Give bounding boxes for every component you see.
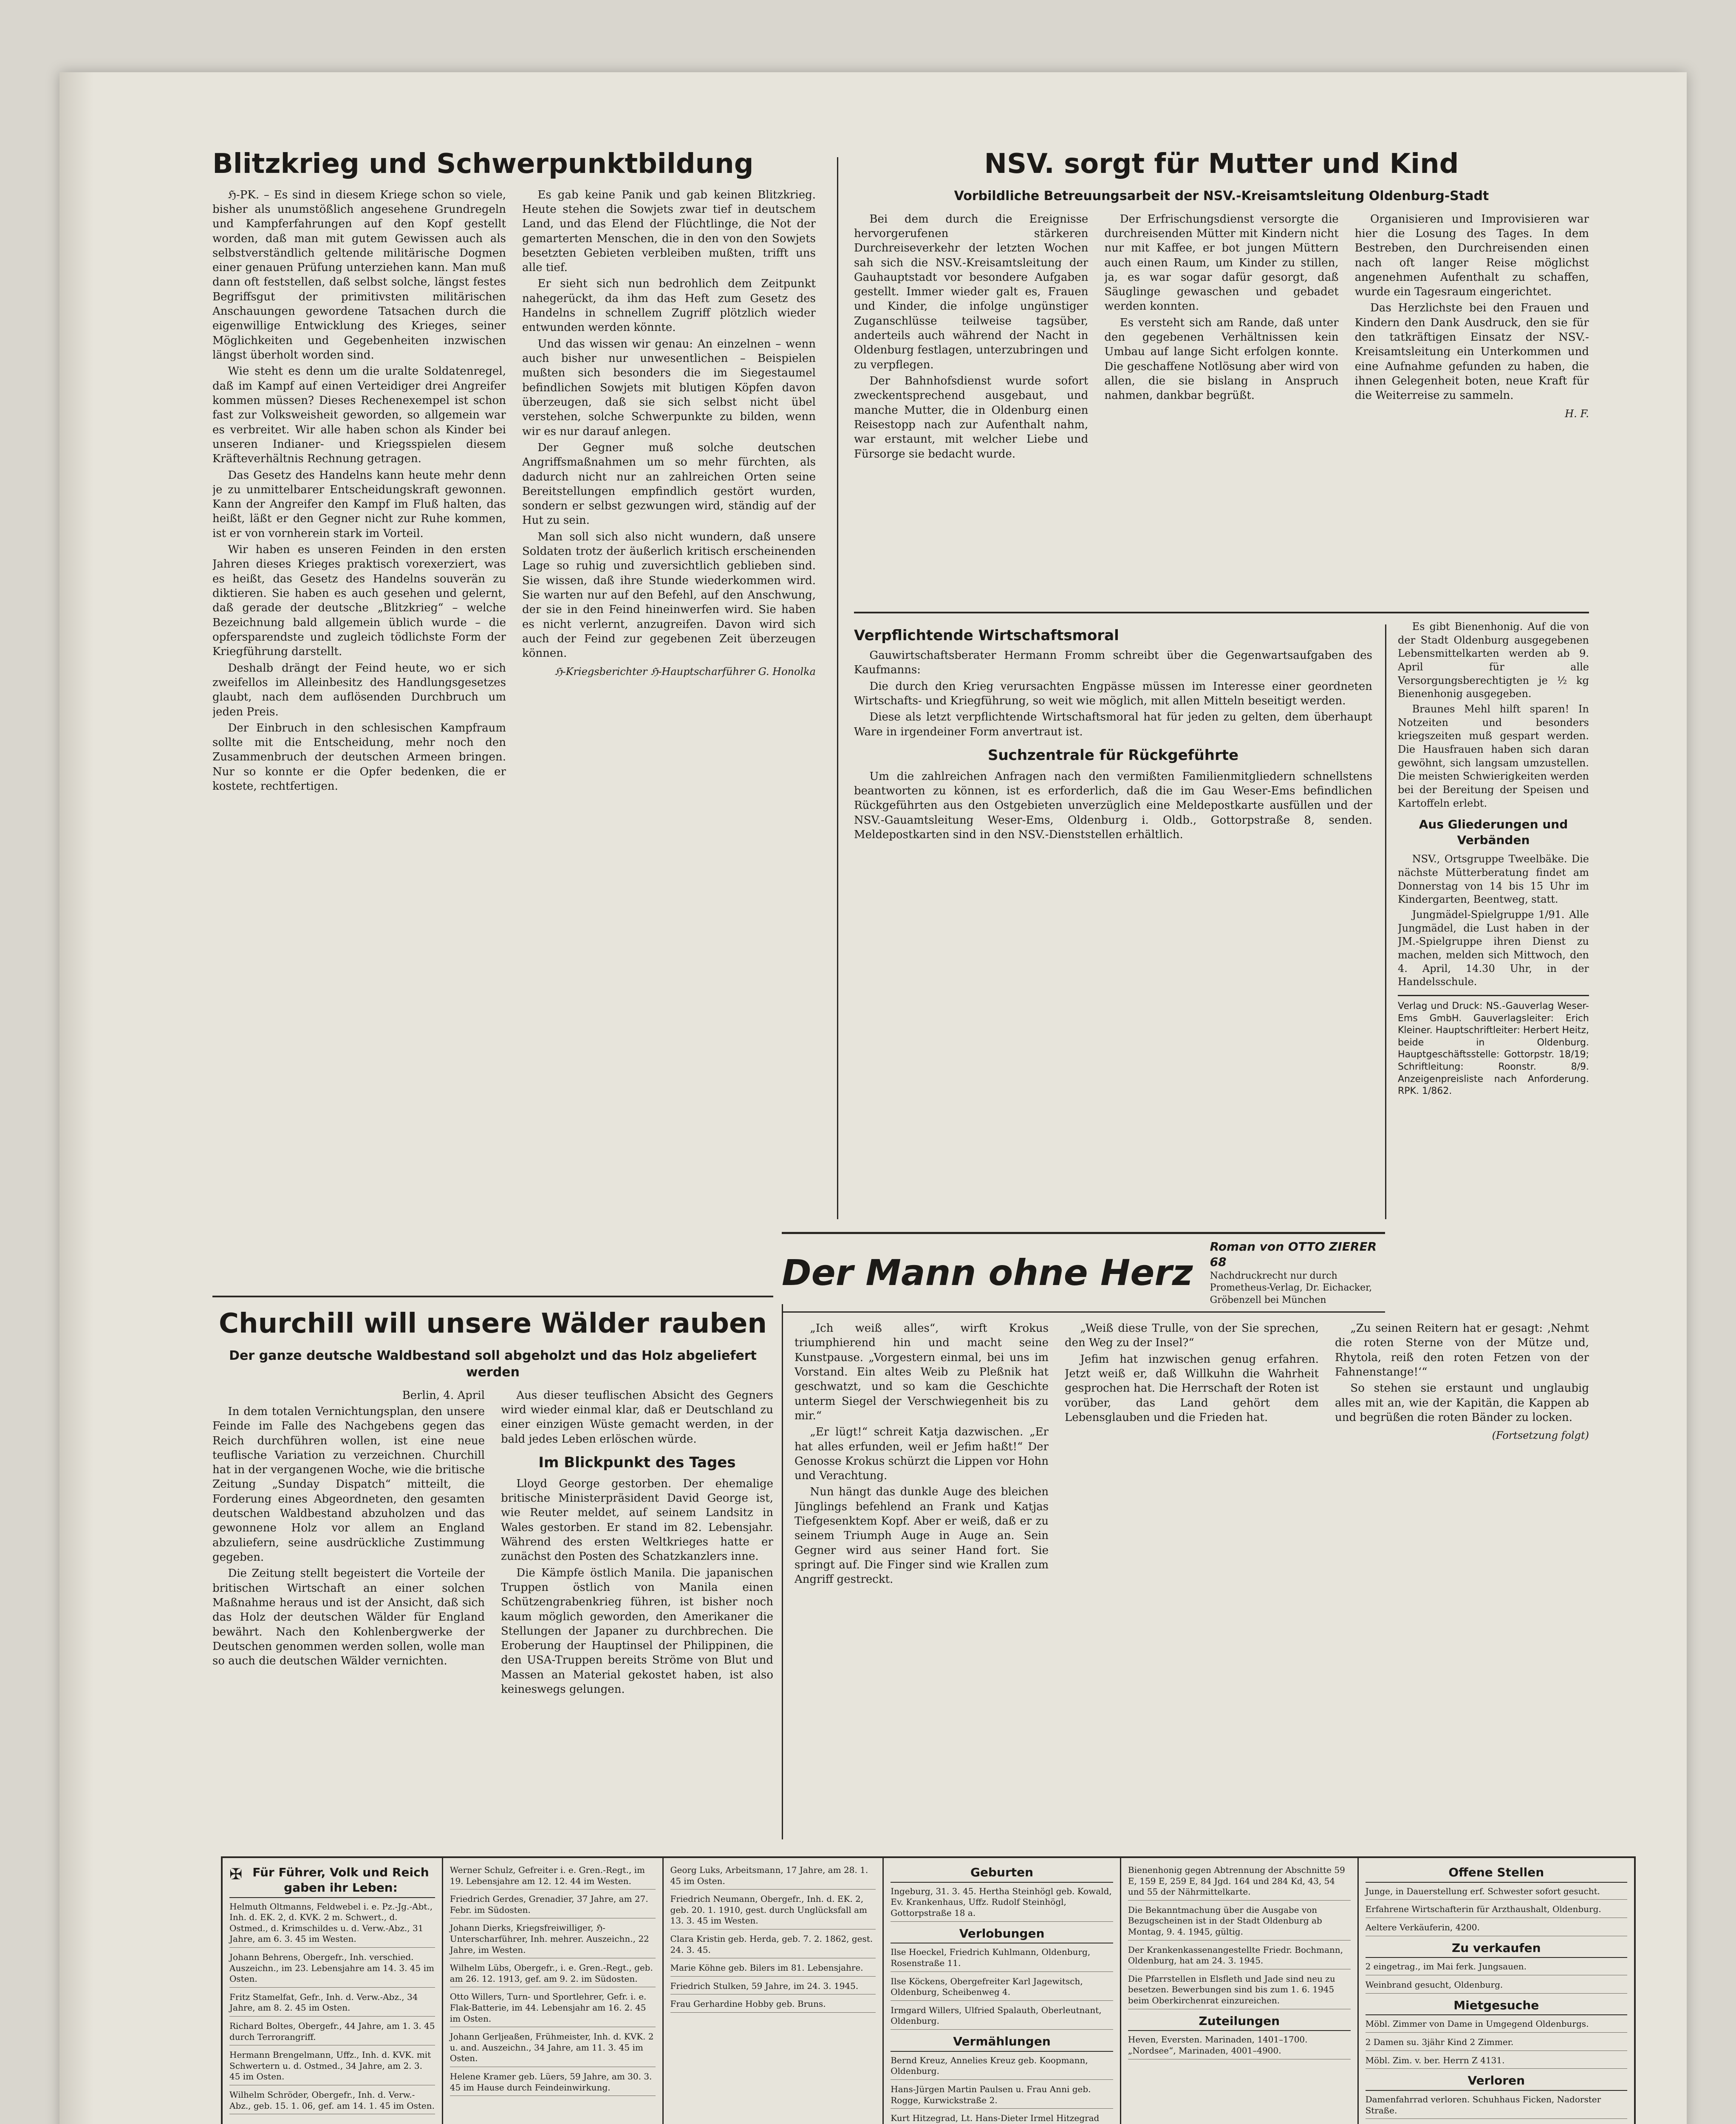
article-paragraph: Der Gegner muß solche deutschen Angriffsmaßnahmen um so mehr fürchten, als dadurch nicht nur an zahlreichen Orten seine Bereitstellungen empfindlich gestört wurden, sondern er selbst gezwungen wird, ständig auf der Hut zu sein. bbox=[522, 441, 816, 527]
novel-paragraph: „Er lügt!“ schreit Katja dazwischen. „Er hat alles erfunden, weil er Jefim haßt!“ Der Genosse Krokus schürzt die Lippen vor Hohn und Verachtung. bbox=[794, 1426, 1049, 1483]
ad-notice: Irmgard Willers, Ulfried Spalauth, Oberleutnant, Oldenburg. bbox=[891, 2005, 1113, 2030]
article-column bbox=[212, 1388, 485, 1699]
ad-notice: Der Krankenkassenangestellte Friedr. Bochmann, Oldenburg, hat am 24. 3. 1945. bbox=[1128, 1945, 1351, 1969]
ad-notice: Bernd Kreuz, Annelies Kreuz geb. Koopmann, Oldenburg. bbox=[891, 2055, 1113, 2080]
article-column bbox=[1398, 620, 1589, 1098]
article-title: Verpflichtende Wirtschaftsmoral bbox=[854, 627, 1119, 644]
ad-notice: Aeltere Verkäuferin, 4200. bbox=[1366, 1922, 1627, 1936]
ad-notice: Frau Gerhardine Hobby geb. Bruns. bbox=[670, 1999, 876, 2013]
ad-notice: Wilhelm Schröder, Obergefr., Inh. d. Verw.-Abz., geb. 15. 1. 06, gef. am 14. 1. 45 im Osten. bbox=[229, 2090, 435, 2114]
article-columns bbox=[212, 1388, 773, 1699]
article-signature: ℌ-Kriegsberichter ℌ-Hauptscharführer G. Honolka bbox=[554, 665, 816, 678]
ad-notice: Johann Behrens, Obergefr., Inh. verschied. Auszeichn., im 23. Lebensjahre am 14. 3. 45 im Osten. bbox=[229, 1952, 435, 1988]
article-paragraph: Er sieht sich nun bedrohlich dem Zeitpunkt nahegerückt, da ihm das Heft zum Gesetz des Handelns in schnellem Zugriff plötzlich wieder entwunden werden könnte. bbox=[522, 277, 816, 334]
ad-notice: Erfahrene Wirtschafterin für Arzthaushalt, Oldenburg. bbox=[1366, 1904, 1627, 1918]
serial-novel-column bbox=[1065, 1321, 1319, 1589]
article-paragraph: Deshalb drängt der Feind heute, wo er sich zweifellos im Alleinbesitz des Handlungsgesetzes glaubt, nach dem auflösenden Durchbruch um jeden Preis. bbox=[212, 661, 506, 718]
novel-paragraph: „Weiß diese Trulle, von der Sie sprechen, den Weg zu der Insel?“ bbox=[1065, 1322, 1319, 1350]
article-paragraph: Braunes Mehl hilft sparen! In Notzeiten und besonders kriegszeiten muß gespart werden. Die Hausfrauen haben sich daran gewöhnt, sich langsam umzustellen. Die meisten Schwierigkeiten werden bei der Bereitung der Speisen und Kartoffeln erlebt. bbox=[1398, 703, 1589, 809]
ads-fallen-col2 bbox=[443, 1858, 664, 2124]
ad-notice: Otto Willers, Turn- und Sportlehrer, Gefr. i. e. Flak-Batterie, im 44. Lebensjahr am 16. 2. 45 im Osten. bbox=[450, 1991, 656, 2027]
article-title: NSV. sorgt für Mutter und Kind bbox=[984, 149, 1459, 180]
ad-section-heading: Mietgesuche bbox=[1366, 1998, 1627, 2016]
article-paragraph: Die Zeitung stellt begeistert die Vorteile der britischen Wirtschaft an einer solchen Maßnahme heraus und ist der Ansicht, daß sich das Holz der deutschen Wälder für England bewährt. Nach den Kohlenbergwerke der Deutschen genommen werden sollen, wolle man so auch die deutschen Wälder vernichten. bbox=[212, 1567, 485, 1668]
article-paragraph: NSV., Ortsgruppe Tweelbäke. Die nächste Mütterberatung findet am Donnerstag von 14 bis 15 Uhr im Kindergarten, Beentweg, statt. bbox=[1398, 853, 1589, 906]
ad-section-heading: Zu verkaufen bbox=[1366, 1940, 1627, 1958]
article-paragraph: Das Herzlichste bei den Frauen und Kindern den Dank Ausdruck, den sie für den tatkräftigen Einsatz der NSV.-Kreisamtsleitung ein Unterkommen und eine Aufnahme gefunden zu haben, die ihnen Gelegenheit boten, neue Kraft für die Weiterreise zu sammeln. bbox=[1354, 302, 1589, 402]
column-divider bbox=[837, 157, 838, 1219]
article-subtitle: Vorbildliche Betreuungsarbeit der NSV.-Kreisamtsleitung Oldenburg-Stadt bbox=[954, 188, 1489, 203]
article-title: Aus Gliederungen und Verbänden bbox=[1419, 817, 1568, 847]
serial-novel-columns bbox=[794, 1321, 1589, 1589]
ad-notice: Johann Dierks, Kriegsfreiwilliger, ℌ-Unterscharführer, Inh. mehrer. Auszeichn., 22 Jahre, im Westen. bbox=[450, 1923, 656, 1958]
article-wirtschaftsmoral bbox=[854, 620, 1372, 1223]
column-divider bbox=[1385, 624, 1386, 1219]
ad-notice: Weinbrand gesucht, Oldenburg. bbox=[1366, 1980, 1627, 1994]
article-paragraph: Wie steht es denn um die uralte Soldatenregel, daß im Kampf auf einen Verteidiger drei Angreifer kommen müssen? Dieses Rechenexempel ist schon fast zur Volksweisheit geworden, so allgemein war es verbreitet. Wir alle haben schon als Kinder bei unseren Indianer- und Kriegsspielen diesem Kräfteverhältnis Rechnung getragen. bbox=[212, 365, 506, 466]
article-churchill bbox=[212, 1308, 773, 1839]
novel-paragraph: Jefim hat inzwischen genug erfahren. Jetzt weiß er, daß Willkuhn die Wahrheit gesprochen hat. Die Herrschaft der Roten ist vorüber, das Land gehört dem Lebensglauben und die Frieden hat. bbox=[1065, 1353, 1319, 1424]
iron-cross-icon: ✠ bbox=[229, 1866, 243, 1883]
article-paragraph: Jungmädel-Spielgruppe 1/91. Alle Jungmädel, die Lust haben in der JM.-Spielgruppe ihren Dienst zu machen, melden sich Mittwoch, den 4. April, 14.30 Uhr, in der Handelsschule. bbox=[1398, 909, 1589, 988]
continued-note: (Fortsetzung folgt) bbox=[1492, 1429, 1589, 1442]
article-title: Suchzentrale für Rückgeführte bbox=[987, 746, 1239, 764]
ad-notice: Junge, in Dauerstellung erf. Schwester sofort gesucht. bbox=[1366, 1886, 1627, 1900]
article-column bbox=[1104, 212, 1338, 463]
article-column bbox=[501, 1388, 773, 1699]
ad-notice: Friedrich Neumann, Obergefr., Inh. d. EK. 2, geb. 20. 1. 1910, gest. durch Unglücksfall am 13. 3. 45 im Westen. bbox=[670, 1894, 876, 1929]
ad-notice: Ilse Köckens, Obergefreiter Karl Jagewitsch, Oldenburg, Scheibenweg 4. bbox=[891, 1976, 1113, 2001]
article-title: Im Blickpunkt des Tages bbox=[538, 1454, 736, 1471]
article-paragraph: Man soll sich also nicht wundern, daß unsere Soldaten trotz der äußerlich kritisch erscheinenden Lage so ruhig und zuversichtlich geblieben sind. Sie wissen, daß ihre Stunde wiederkommen wird. Sie warten nur auf den Befehl, auf den Anschwung, der sie in den Feind hineinwerfen wird. Sie haben es nicht verlernt, anzugreifen. Davon wird sich auch der Feind zur gegebenen Zeit überzeugen können. bbox=[522, 530, 816, 660]
article-columns bbox=[854, 648, 1372, 844]
ad-notice: Richard Boltes, Obergefr., 44 Jahre, am 1. 3. 45 durch Terrorangriff. bbox=[229, 2021, 435, 2045]
ad-notice: Bienenhonig gegen Abtrennung der Abschnitte 59 E, 159 E, 259 E, 84 Jgd. 164 und 284 Kd, 43, 54 und 55 der Nährmittelkarte. bbox=[1128, 1865, 1351, 1901]
article-paragraph: Der Erfrischungsdienst versorgte die durchreisenden Mütter mit Kindern nicht nur mit Kaffee, er bot jungen Müttern auch einen Raum, um Kinder zu stillen, ja, es war sogar dafür gesorgt, daß Säuglinge gewaschen und gebadet werden konnten. bbox=[1104, 212, 1339, 313]
ad-section-heading: Offene Stellen bbox=[1366, 1865, 1627, 1883]
ad-notice: Clara Kristin geb. Herda, geb. 7. 2. 1862, gest. 24. 3. 45. bbox=[670, 1934, 876, 1958]
ad-section-heading: Vermählungen bbox=[891, 2034, 1113, 2052]
ad-section-heading: ✠ Für Führer, Volk und Reich gaben ihr Leben: bbox=[229, 1865, 435, 1898]
ad-notice: Fritz Stamelfat, Gefr., Inh. d. Verw.-Abz., 34 Jahre, am 8. 2. 45 im Osten. bbox=[229, 1992, 435, 2017]
article-title: Blitzkrieg und Schwerpunktbildung bbox=[212, 149, 754, 180]
article-paragraph: Um die zahlreichen Anfragen nach den vermißten Familienmitgliedern schnellstens beantworten zu können, ist es erforderlich, daß die im Gau Weser-Ems befindlichen Rückgeführten aus den Ostgebieten unverzüglich eine Meldepostkarte ausfüllen und der NSV.-Gauamtsleitung Weser-Ems, Oldenburg i. Oldb., Gottorpstraße 8, senden. Meldepostkarten sind in den NSV.-Dienststellen erhältlich. bbox=[854, 770, 1372, 841]
ad-notice: Werner Schulz, Gefreiter i. e. Gren.-Regt., im 19. Lebensjahre am 12. 12. 44 im Westen. bbox=[450, 1865, 656, 1890]
article-paragraph: Der Bahnhofsdienst wurde sofort zweckentsprechend ausgebaut, und manche Mutter, die in Oldenburg einen Reisestopp nach zur Aufenthalt nahm, war erstaunt, mit welcher Liebe und Fürsorge sie bedacht wurde. bbox=[854, 375, 1089, 460]
ad-notice: Helene Kramer geb. Lüers, 59 Jahre, am 30. 3. 45 im Hause durch Feindeinwirkung. bbox=[450, 2071, 656, 2096]
ad-section-heading: Verloren bbox=[1366, 2073, 1627, 2091]
imprint: Verlag und Druck: NS.-Gauverlag Weser-Ems GmbH. Gauverlagsleiter: Erich Kleiner. Hauptschriftleiter: Herbert Heitz, beide in Oldenburg. Hauptgeschäftsstelle: Gottorpstr. 18/19; Schriftleitung: Roonstr. 8/9. Anzeigenpreisliste nach Anforderung. RPK. 1/862. bbox=[1398, 995, 1589, 1098]
ads-official-col bbox=[1121, 1858, 1359, 2124]
article-columns bbox=[854, 212, 1589, 463]
ads-market-col bbox=[1359, 1858, 1634, 2124]
novel-paragraph: Nun hängt das dunkle Auge des bleichen Jünglings befehlend an Frank und Katjas Tiefgesenktem Kopf. Aber er weiß, daß er zu seinem Triumph Auge in Auge an. Sein Gegner wird aus seiner Hand fort. Sie springt auf. Die Finger sind wie Krallen zum Angriff gestreckt. bbox=[794, 1486, 1049, 1586]
ad-notice: Friedrich Gerdes, Grenadier, 37 Jahre, am 27. Febr. im Südosten. bbox=[450, 1894, 656, 1918]
ad-notice: Kurt Hitzegrad, Lt. Hans-Dieter Irmel Hitzegrad bbox=[891, 2113, 1113, 2124]
article-paragraph: Es gibt Bienenhonig. Auf die von der Stadt Oldenburg ausgegebenen Lebensmittelkarten werden ab 9. April für alle Versorgungsberechtigten je ½ kg Bienenhonig ausgegeben. bbox=[1398, 621, 1589, 700]
article-column-right bbox=[522, 188, 816, 796]
section-divider bbox=[212, 1296, 773, 1297]
serial-novel-column bbox=[1335, 1321, 1589, 1589]
column-divider bbox=[782, 1304, 783, 1839]
article-column bbox=[854, 648, 1372, 844]
serial-novel bbox=[794, 1321, 1589, 1844]
ad-section-heading: Geburten bbox=[891, 1865, 1113, 1883]
serial-novel-author: Roman von OTTO ZIERER 68 bbox=[1210, 1239, 1377, 1269]
page-fold-shadow bbox=[59, 72, 93, 2124]
section-divider bbox=[854, 612, 1589, 613]
article-local-news bbox=[1398, 620, 1589, 1223]
article-paragraph: In dem totalen Vernichtungsplan, den unsere Feinde im Falle des Nachgebens gegen das Reich durchführen wollen, ist eine neue teuflische Variation zu verzeichnen. Churchill hat in der vergangenen Woche, wie die britische Zeitung „Sunday Dispatch“ mitteilt, die Forderung eines Abgeordneten, den gesamten deutschen Waldbestand abzuholzen und das gewonnene Holz vor allem an England abzuliefern, seine ausdrückliche Zustimmung gegeben. bbox=[212, 1405, 485, 1564]
serial-novel-meta bbox=[1210, 1239, 1385, 1307]
ads-fallen-col1 bbox=[223, 1858, 443, 2124]
article-paragraph: Gauwirtschaftsberater Hermann Fromm schreibt über die Gegenwartsaufgaben des Kaufmanns: bbox=[854, 649, 1372, 677]
ad-notice: Möbl. Zimmer von Dame in Umgegend Oldenburgs. bbox=[1366, 2019, 1627, 2033]
ad-notice: Wilhelm Lübs, Obergefr., i. e. Gren.-Regt., geb. am 26. 12. 1913, gef. am 9. 2. im Südosten. bbox=[450, 1963, 656, 1987]
article-paragraph: ℌ-PK. – Es sind in diesem Kriege schon so viele, bisher als unumstößlich angesehene Grundregeln und Kampferfahrungen auf den Kopf gestellt worden, daß man mit gutem Gewissen auch als selbstverständlich geltende militärische Dogmen einer genauen Prüfung unterziehen kann. Man muß dann oft feststellen, daß selbst solche, längst festes Begriffsgut der primitivsten militärischen Anschauungen gewordene Tatsachen durch die eigenwillige Entwicklung des Krieges, seiner Möglichkeiten und Gegebenheiten inzwischen längst überholt worden sind. bbox=[212, 188, 506, 362]
novel-paragraph: So stehen sie erstaunt und unglaubig alles mit an, wie der Kapitän, die Kappen ab und begrüßen die roten Bänder zu locken. bbox=[1335, 1382, 1589, 1424]
article-paragraph: Das Gesetz des Handelns kann heute mehr denn je zu unmittelbarer Entscheidungskraft gewonnen. Kann der Angreifer den Kampf im Fluß halten, das heißt, läßt er den Gegner nicht zur Ruhe kommen, ist er von vornherein stark im Vorteil. bbox=[212, 469, 506, 540]
article-paragraph: Der Einbruch in den schlesischen Kampfraum sollte mit die Entscheidung, mehr noch den Zusammenbruch der deutschen Armeen bringen. Nur so konnte er die Opfer bedenken, die er kostete, rechtfertigen. bbox=[212, 721, 506, 793]
serial-novel-rights: Nachdruckrecht nur durch Prometheus-Verlag, Dr. Eichacker, Gröbenzell bei München bbox=[1210, 1270, 1372, 1305]
article-column bbox=[854, 212, 1088, 463]
novel-paragraph: „Ich weiß alles“, wirft Krokus triumphierend hin und macht seine Kunstpause. „Vorgestern einmal, bei uns im Vorstand. Ein altes Weib zu Pleßnik hat geschwatzt, und so kam die Geschichte unterm Siegel der Verschwiegenheit bis zu mir.“ bbox=[794, 1322, 1049, 1422]
article-signature: H. F. bbox=[1565, 407, 1589, 420]
article-paragraph: Aus dieser teuflischen Absicht des Gegners wird wieder einmal klar, daß er Deutschland zu einer einzigen Wüste gemacht werden, in der bald jedes Leben erlöschen würde. bbox=[501, 1389, 773, 1446]
article-nsv bbox=[854, 149, 1589, 616]
ad-notice: Damenfahrrad verloren. Schuhhaus Ficken, Nadorster Straße. bbox=[1366, 2094, 1627, 2119]
ad-notice: Marie Köhne geb. Bilers im 81. Lebensjahre. bbox=[670, 1963, 876, 1977]
ad-notice: Johann Gerljeaßen, Frühmeister, Inh. d. KVK. 2 u. and. Auszeichn., 34 Jahre, am 11. 3. 45 im Osten. bbox=[450, 2031, 656, 2067]
article-column bbox=[1355, 212, 1589, 463]
article-dateline: Berlin, 4. April bbox=[402, 1389, 485, 1402]
serial-novel-column bbox=[794, 1321, 1049, 1589]
ad-section-heading: Verlobungen bbox=[891, 1926, 1113, 1944]
ad-notice: Die Pfarrstellen in Elsfleth und Jade sind neu zu besetzen. Bewerbungen sind bis zum 1. 6. 1945 beim Oberkirchenrat einzureichen. bbox=[1128, 1974, 1351, 2009]
article-subtitle: Der ganze deutsche Waldbestand soll abgeholzt und das Holz abgeliefert werden bbox=[229, 1348, 757, 1380]
ad-notice: Möbl. Zim. v. ber. Herrn Z 4131. bbox=[1366, 2055, 1627, 2069]
ad-notice: Helmuth Oltmanns, Feldwebel i. e. Pz.-Jg.-Abt., Inh. d. EK. 2, d. KVK. 2 m. Schwert., d. Ostmed., d. Krimschildes u. d. Verw.-Abz., 31 Jahre, am 6. 3. 45 im Westen. bbox=[229, 1901, 435, 1948]
classified-ads bbox=[221, 1856, 1636, 2124]
serial-novel-title: Der Mann ohne Herz bbox=[782, 1252, 1193, 1294]
serial-novel-header bbox=[782, 1232, 1385, 1313]
article-paragraph: Und das wissen wir genau: An einzelnen – wenn auch bisher nur unwesentlichen – Beispielen mußten sich besonders die im Siegestaumel befindlichen Sowjets mit blutigen Köpfen davon überzeugen, daß sie sich selbst nicht übel verstehen, solche Schwerpunkte zu bilden, wenn wir es nur darauf anlegen. bbox=[522, 337, 816, 438]
ad-notice: Heven, Eversten. Marinaden, 1401–1700. „Nordsee“, Marinaden, 4001–4900. bbox=[1128, 2034, 1351, 2059]
article-paragraph: Wir haben es unseren Feinden in den ersten Jahren dieses Krieges praktisch vorexerziert, was es heißt, das Gesetz des Handelns souverän zu diktieren. Sie haben es auch gesehen und gelernt, daß gerade der deutsche „Blitzkrieg“ – welche Bezeichnung bald allgemein üblich wurde – die opfersparendste und zugleich tödlichste Form der Kriegführung darstellt. bbox=[212, 543, 506, 658]
article-paragraph: Die Kämpfe östlich Manila. Die japanischen Truppen östlich von Manila einen Schützengrabenkrieg führen, ist bisher noch kaum möglich geworden, den Amerikaner die Stellungen der Japaner zu durchbrechen. Die Eroberung der Hauptinsel der Philippinen, die den USA-Truppen bereits Ströme von Blut und Massen an Material gekostet haben, ist also keineswegs gelungen. bbox=[501, 1566, 773, 1696]
ads-family-col bbox=[884, 1858, 1121, 2124]
ad-notice: 2 eingetrag., im Mai ferk. Jungsauen. bbox=[1366, 1961, 1627, 1975]
ad-notice: Ingeburg, 31. 3. 45. Hertha Steinhögl geb. Kowald, Ev. Krankenhaus, Uffz. Rudolf Steinhögl, Gottorpstraße 18 a. bbox=[891, 1886, 1113, 1922]
ad-notice: Friedrich Stulken, 59 Jahre, im 24. 3. 1945. bbox=[670, 1981, 876, 1995]
article-paragraph: Es versteht sich am Rande, daß unter den gegebenen Verhältnissen kein Umbau auf lange Sicht erfolgen konnte. Die geschaffene Notlösung aber wird von allen, die sie bislang in Anspruch nahmen, dankbar begrüßt. bbox=[1104, 316, 1339, 402]
ad-notice: Die Bekanntmachung über die Ausgabe von Bezugscheinen ist in der Stadt Oldenburg ab Montag, 9. 4. 1945, gültig. bbox=[1128, 1905, 1351, 1940]
article-paragraph: Organisieren und Improvisieren war hier die Losung des Tages. In dem Bestreben, den Durchreisenden einen nach oft langer Reise möglichst angenehmen Aufenthalt zu schaffen, wurde ein Tagesraum eingerichtet. bbox=[1354, 212, 1589, 299]
article-paragraph: Bei dem durch die Ereignisse hervorgerufenen stärkeren Durchreiseverkehr der letzten Wochen sah sich die NSV.-Kreisamtsleitung der Gauhauptstadt vor besondere Aufgaben gestellt. Immer wieder galt es, Frauen und Kinder, die infolge ungünstiger Zuganschlüsse teilweise tagsüber, anderteils auch während der Nacht in Oldenburg festlagen, unterzubringen und zu verpflegen. bbox=[854, 212, 1089, 371]
ad-notice: Georg Luks, Arbeitsmann, 17 Jahre, am 28. 1. 45 im Osten. bbox=[670, 1865, 876, 1890]
article-title: Churchill will unsere Wälder rauben bbox=[219, 1308, 767, 1339]
newspaper-page bbox=[59, 72, 1687, 2124]
ad-notice: Hermann Brengelmann, Uffz., Inh. d. KVK. mit Schwertern u. d. Ostmed., 34 Jahre, am 2. 3. 45 im Osten. bbox=[229, 2050, 435, 2085]
article-paragraph: Lloyd George gestorben. Der ehemalige britische Ministerpräsident David George ist, wie Reuter meldet, auf seinem Landsitz in Wales gestorben. Er stand im 82. Lebensjahr. Während des ersten Weltkrieges hatte er zunächst den Posten des Schatzkanzlers inne. bbox=[501, 1477, 773, 1563]
article-paragraph: Die durch den Krieg verursachten Engpässe müssen im Interesse einer geordneten Wirtschafts- und Kriegführung, so weit wie möglich, mit allen Mitteln beseitigt werden. bbox=[854, 680, 1372, 707]
ad-section-heading: Zuteilungen bbox=[1128, 2014, 1351, 2031]
ad-notice: Hans-Jürgen Martin Paulsen u. Frau Anni geb. Rogge, Kurwickstraße 2. bbox=[891, 2084, 1113, 2109]
ad-notice: 2 Damen su. 3jähr Kind 2 Zimmer. bbox=[1366, 2037, 1627, 2051]
ad-notice: Ilse Hoeckel, Friedrich Kuhlmann, Oldenburg, Rosenstraße 11. bbox=[891, 1947, 1113, 1971]
article-column-left bbox=[212, 188, 506, 796]
article-paragraph: Es gab keine Panik und gab keinen Blitzkrieg. Heute stehen die Sowjets zwar tief in deutschem Land, und das Elend der Flüchtlinge, die Not der gemarterten Menschen, die in den von den Sowjets besetzten Gebieten verbleiben mußten, trifft uns alle tief. bbox=[522, 188, 816, 274]
ads-fallen-col3 bbox=[664, 1858, 884, 2124]
article-blitzkrieg bbox=[212, 149, 816, 1300]
article-paragraph: Diese als letzt verpflichtende Wirtschaftsmoral hat für jeden zu gelten, dem überhaupt Ware in irgendeiner Form anvertraut ist. bbox=[854, 711, 1372, 738]
article-columns bbox=[212, 188, 816, 796]
novel-paragraph: „Zu seinen Reitern hat er gesagt: ‚Nehmt die roten Sterne von der Mütze und, Rhytola, reiß den roten Fetzen von der Fahnenstange!‘“ bbox=[1335, 1322, 1589, 1378]
